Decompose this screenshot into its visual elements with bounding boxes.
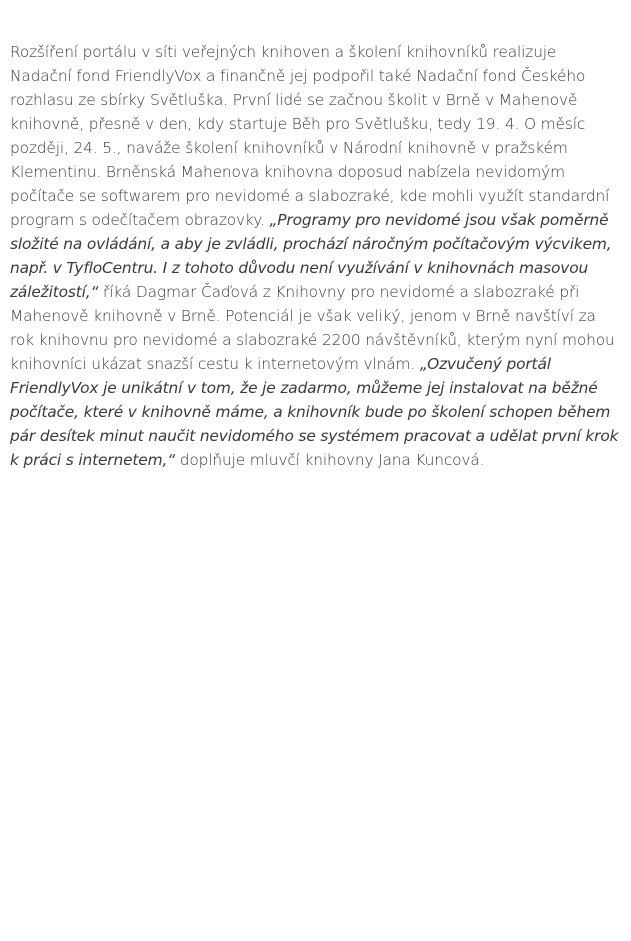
article-paragraph xyxy=(10,40,622,472)
article-text-middle: říká Dagmar Čaďová z Knihovny pro nevidomé a slabozraké při Mahenově knihovně v Brně. Potenciál je však veliký, jenom v Brně navštíví za rok knihovnu pro nevidomé a slabozraké 2200 návštěvníků, kterým nyní mohou knihovníci ukázat snazší cestu k internetovým vlnám. xyxy=(10,283,615,373)
quote-kuncová: „Ozvučený portál FriendlyVox je unikátní v tom, že je zadarmo, můžeme jej instalovat na běžné počítače, které v knihovně máme, a knihovník bude po školení schopen během pár desítek minut naučit nevidomého se systémem pracovat a udělat první krok k práci s internetem,“ xyxy=(10,355,619,469)
quote-caďová: „Programy pro nevidomé jsou však poměrně složité na ovládání, a aby je zvládli, prochází náročným počítačovým výcvikem, např. v TyfloCentru. I z tohoto důvodu není využívání v knihovnách masovou záležitostí,“ xyxy=(10,211,612,301)
article-text-intro: Rozšíření portálu v síti veřejných knihoven a školení knihovníků realizuje Nadační fond FriendlyVox a finančně jej podpořil také Nadační fond Českého rozhlasu ze sbírky Světluška. První lidé se začnou školit v Brně v Mahenově knihovně, přesně v den, kdy startuje Běh pro Světlušku, tedy 19. 4. O měsíc později, 24. 5., naváže školení knihovníků v Národní knihovně v pražském Klementinu. Brněnská Mahenova knihovna doposud nabízela nevidomým počítače se softwarem pro nevidomé a slabozraké, kde mohli využít standardní program s odečítačem obrazovky. xyxy=(10,43,610,229)
article-text-end: doplňuje mluvčí knihovny Jana Kuncová. xyxy=(175,451,485,469)
